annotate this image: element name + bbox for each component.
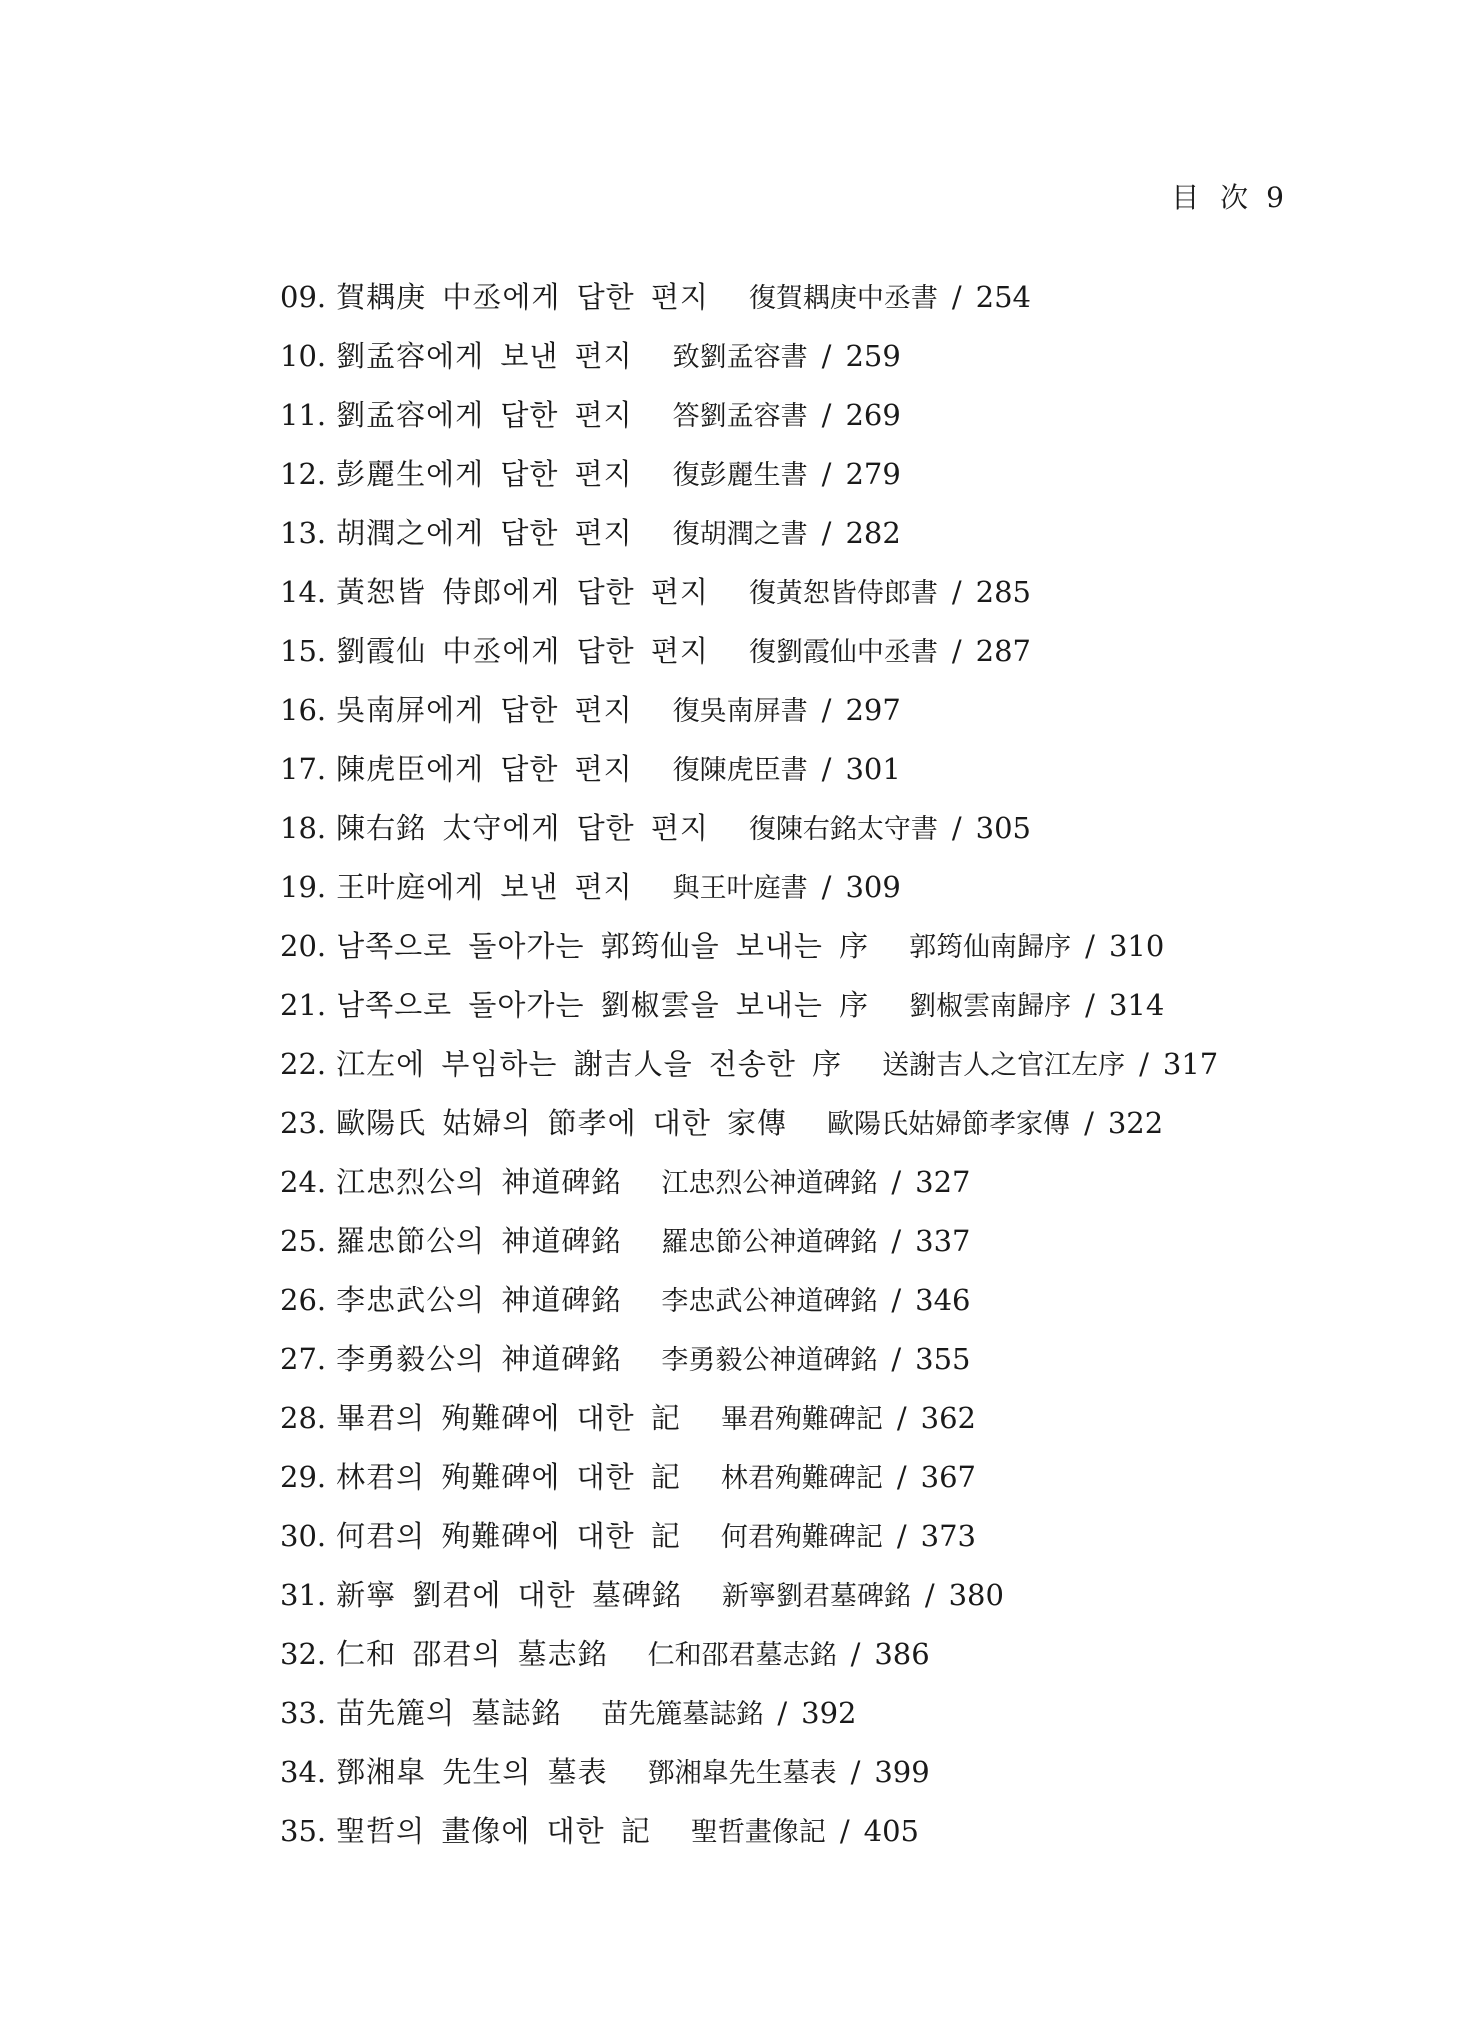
entry-source-title: 畢君殉難碑記 [720,1404,883,1435]
entry-number: 34. [280,1755,327,1789]
entry-title: 新寧 劉君에 대한 墓碑銘 [336,1578,682,1612]
entry-number: 11. [280,398,327,432]
entry-separator: / [821,516,832,550]
entry-source-title: 復黃恕皆侍郎書 [748,578,938,609]
entry-title: 歐陽氏 姑婦의 節孝에 대한 家傳 [336,1106,788,1140]
entry-source-title: 致劉孟容書 [672,342,808,373]
toc-entry [280,563,1340,622]
entry-number: 27. [280,1342,327,1376]
toc-entry [280,622,1340,681]
entry-separator: / [896,1460,907,1494]
entry-number: 26. [280,1283,327,1317]
entry-source-title: 聖哲畫像記 [690,1817,826,1848]
entry-title: 王叶庭에게 보낸 편지 [336,870,633,904]
entry-page-number: 405 [863,1814,919,1848]
entry-separator: / [951,575,962,609]
entry-number: 22. [280,1047,327,1081]
entry-source-title: 苗先簏墓誌銘 [601,1699,764,1730]
entry-separator: / [850,1637,861,1671]
entry-source-title: 復吳南屏書 [672,696,808,727]
entry-page-number: 346 [915,1283,971,1317]
entry-separator: / [777,1696,788,1730]
entry-title: 胡潤之에게 답한 편지 [336,516,633,550]
entry-source-title: 復胡潤之書 [672,519,808,550]
entry-title: 남쪽으로 돌아가는 郭筠仙을 보내는 序 [336,929,870,963]
entry-number: 12. [280,457,327,491]
entry-number: 29. [280,1460,327,1494]
entry-page-number: 317 [1162,1047,1219,1081]
entry-number: 28. [280,1401,327,1435]
entry-page-number: 392 [801,1696,857,1730]
entry-page-number: 327 [915,1165,971,1199]
entry-source-title: 復陳虎臣書 [672,755,808,786]
toc-entry [280,1743,1340,1802]
toc-entry [280,1153,1340,1212]
entry-number: 18. [280,811,327,845]
entry-title: 劉孟容에게 보낸 편지 [336,339,633,373]
entry-separator: / [891,1224,902,1258]
entry-number: 23. [280,1106,327,1140]
entry-source-title: 李勇毅公神道碑銘 [661,1345,878,1376]
entry-source-title: 鄧湘皐先生墓表 [647,1758,837,1789]
running-header [1171,176,1284,216]
entry-page-number: 301 [845,752,901,786]
entry-page-number: 314 [1108,988,1165,1022]
entry-number: 17. [280,752,327,786]
entry-page-number: 310 [1108,929,1165,963]
entry-page-number: 380 [948,1578,1004,1612]
entry-page-number: 285 [975,575,1032,609]
toc-entry [280,1094,1340,1153]
page-number: 9 [1266,181,1284,214]
entry-separator: / [896,1401,907,1435]
entry-title: 聖哲의 畫像에 대한 記 [336,1814,651,1848]
toc-entry [280,1802,1340,1861]
toc-entry [280,1035,1340,1094]
toc-entry [280,1271,1340,1330]
entry-source-title: 郭筠仙南歸序 [909,932,1072,963]
entry-separator: / [821,398,832,432]
entry-page-number: 362 [920,1401,976,1435]
entry-title: 劉霞仙 中丞에게 답한 편지 [336,634,709,668]
toc-entry [280,681,1340,740]
table-of-contents [280,268,1340,1861]
entry-separator: / [891,1342,902,1376]
toc-entry [280,445,1340,504]
entry-title: 江忠烈公의 神道碑銘 [336,1165,622,1199]
entry-title: 陳右銘 太守에게 답한 편지 [336,811,709,845]
entry-number: 31. [280,1578,327,1612]
entry-source-title: 送謝吉人之官江左序 [882,1050,1126,1081]
entry-number: 13. [280,516,327,550]
entry-page-number: 259 [845,339,901,373]
entry-title: 林君의 殉難碑에 대한 記 [336,1460,681,1494]
entry-source-title: 復劉霞仙中丞書 [748,637,938,668]
entry-title: 仁和 邵君의 墓志銘 [336,1637,608,1671]
toc-entry [280,327,1340,386]
entry-page-number: 279 [845,457,901,491]
entry-page-number: 386 [874,1637,930,1671]
toc-entry [280,1389,1340,1448]
toc-entry [280,386,1340,445]
entry-title: 黃恕皆 侍郎에게 답한 편지 [336,575,709,609]
entry-separator: / [951,280,962,314]
entry-page-number: 269 [845,398,901,432]
entry-separator: / [821,457,832,491]
entry-page-number: 309 [845,870,901,904]
entry-page-number: 254 [975,280,1032,314]
entry-title: 陳虎臣에게 답한 편지 [336,752,633,786]
entry-page-number: 355 [915,1342,971,1376]
toc-entry [280,1330,1340,1389]
entry-source-title: 林君殉難碑記 [720,1463,883,1494]
entry-separator: / [821,752,832,786]
entry-separator: / [821,339,832,373]
entry-separator: / [1084,1106,1094,1140]
entry-number: 09. [280,280,327,314]
entry-source-title: 何君殉難碑記 [720,1522,883,1553]
entry-number: 20. [280,929,327,963]
entry-source-title: 仁和邵君墓志銘 [647,1640,837,1671]
entry-source-title: 新寧劉君墓碑銘 [721,1581,911,1612]
entry-source-title: 復彭麗生書 [672,460,808,491]
entry-page-number: 297 [845,693,901,727]
entry-number: 30. [280,1519,327,1553]
toc-entry [280,268,1340,327]
entry-number: 15. [280,634,327,668]
toc-entry [280,1212,1340,1271]
entry-separator: / [896,1519,907,1553]
toc-entry [280,504,1340,563]
entry-page-number: 287 [975,634,1032,668]
entry-separator: / [1139,1047,1149,1081]
entry-separator: / [951,634,962,668]
entry-source-title: 李忠武公神道碑銘 [661,1286,878,1317]
entry-number: 10. [280,339,327,373]
toc-entry [280,1566,1340,1625]
entry-page-number: 367 [920,1460,976,1494]
entry-number: 14. [280,575,327,609]
entry-separator: / [839,1814,850,1848]
toc-entry [280,799,1340,858]
entry-page-number: 337 [915,1224,971,1258]
entry-title: 劉孟容에게 답한 편지 [336,398,633,432]
entry-source-title: 歐陽氏姑婦節孝家傳 [827,1109,1071,1140]
entry-title: 彭麗生에게 답한 편지 [336,457,633,491]
toc-entry [280,917,1340,976]
entry-page-number: 305 [975,811,1032,845]
entry-page-number: 373 [920,1519,976,1553]
toc-entry [280,740,1340,799]
entry-number: 19. [280,870,327,904]
entry-title: 畢君의 殉難碑에 대한 記 [336,1401,681,1435]
entry-title: 何君의 殉難碑에 대한 記 [336,1519,681,1553]
entry-number: 24. [280,1165,327,1199]
toc-entry [280,1507,1340,1566]
entry-separator: / [891,1283,902,1317]
entry-title: 苗先簏의 墓誌銘 [336,1696,562,1730]
entry-separator: / [891,1165,902,1199]
entry-separator: / [821,693,832,727]
entry-separator: / [1085,988,1095,1022]
entry-title: 賀耦庚 中丞에게 답한 편지 [336,280,709,314]
entry-separator: / [821,870,832,904]
entry-title: 남쪽으로 돌아가는 劉椒雲을 보내는 序 [336,988,870,1022]
entry-page-number: 322 [1107,1106,1164,1140]
toc-entry [280,1684,1340,1743]
entry-title: 李勇毅公의 神道碑銘 [336,1342,622,1376]
entry-title: 吳南屏에게 답한 편지 [336,693,633,727]
header-label: 目 次 [1171,181,1255,214]
entry-number: 32. [280,1637,327,1671]
entry-number: 25. [280,1224,327,1258]
entry-source-title: 劉椒雲南歸序 [909,991,1072,1022]
entry-page-number: 282 [845,516,901,550]
entry-source-title: 與王叶庭書 [672,873,808,904]
entry-separator: / [850,1755,861,1789]
entry-separator: / [924,1578,935,1612]
entry-source-title: 羅忠節公神道碑銘 [661,1227,878,1258]
entry-number: 16. [280,693,327,727]
entry-number: 35. [280,1814,327,1848]
entry-separator: / [951,811,962,845]
entry-source-title: 復陳右銘太守書 [748,814,938,845]
entry-title: 鄧湘皐 先生의 墓表 [336,1755,608,1789]
toc-entry [280,1448,1340,1507]
entry-separator: / [1085,929,1095,963]
entry-title: 江左에 부임하는 謝吉人을 전송한 序 [336,1047,843,1081]
toc-entry [280,858,1340,917]
entry-title: 羅忠節公의 神道碑銘 [336,1224,622,1258]
entry-page-number: 399 [874,1755,930,1789]
entry-source-title: 江忠烈公神道碑銘 [661,1168,878,1199]
entry-title: 李忠武公의 神道碑銘 [336,1283,622,1317]
entry-source-title: 復賀耦庚中丞書 [748,283,938,314]
toc-entry [280,1625,1340,1684]
entry-number: 21. [280,988,327,1022]
toc-entry [280,976,1340,1035]
entry-number: 33. [280,1696,327,1730]
entry-source-title: 答劉孟容書 [672,401,808,432]
